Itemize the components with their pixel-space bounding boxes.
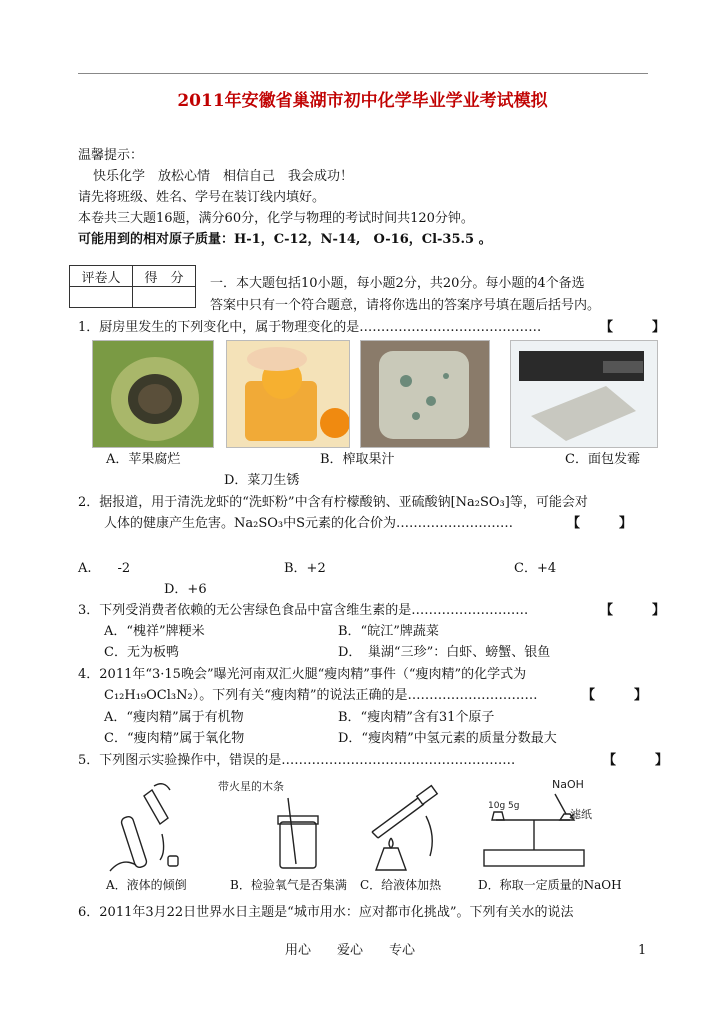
q1-stem: 1．厨房里发生的下列变化中，属于物理变化的是…………………………………… <box>78 320 542 335</box>
q5-option-c[interactable]: C．给液体加热 <box>360 878 442 892</box>
page-title: 2011年安徽省巢湖市初中化学毕业学业考试模拟 <box>177 91 548 111</box>
q4-stem-line1: 4．2011年“3·15晚会”曝光河南双汇火腿“瘦肉精”事件（“瘦肉精”的化学式为 <box>78 667 527 682</box>
atomic-mass-line: 可能用到的相对原子质量：H-1，C-12，N-14, O-16，Cl-35.5 。 <box>78 232 492 247</box>
q1-option-b[interactable]: B．榨取果汁 <box>320 452 395 467</box>
moldy-bread-image <box>360 340 490 448</box>
q2-answer-bracket[interactable]: 【 】 <box>567 516 633 531</box>
score-header: 得 分 <box>133 266 196 287</box>
q5-option-d[interactable]: D．称取一定质量的NaOH <box>478 878 622 892</box>
q5-answer-bracket[interactable]: 【 】 <box>603 753 669 768</box>
q2-stem-line1: 2．据报道，用于清洗龙虾的“洗虾粉”中含有柠檬酸钠、亚硫酸钠[Na₂SO₃]等，可能会对 <box>78 495 588 510</box>
rotten-apple-drawing <box>93 341 213 447</box>
tips-heading: 温馨提示： <box>78 148 144 163</box>
section1-instruction-1: 一．本大题包括10小题，每小题2分，共20分。每小题的4个备选 <box>210 276 585 291</box>
tips-motto: 快乐化学 放松心情 相信自己 我会成功！ <box>93 169 354 184</box>
rotten-apple-image <box>92 340 214 448</box>
q3-option-d[interactable]: D． 巢湖“三珍”：白虾、螃蟹、银鱼 <box>338 645 551 660</box>
q5-stem: 5．下列图示实验操作中，错误的是……………………………………………… <box>78 753 516 768</box>
grader-header: 评卷人 <box>70 266 133 287</box>
splint-label: 带火星的木条 <box>218 780 284 793</box>
heating-liquid-diagram <box>372 786 437 870</box>
q1-option-c[interactable]: C．面包发霉 <box>565 452 640 467</box>
section1-instruction-2: 答案中只有一个符合题意，请将你选出的答案序号填在题后括号内。 <box>210 298 601 313</box>
q2-option-c[interactable]: C．+4 <box>514 561 557 576</box>
tips-exam-info: 本卷共三大题16题，满分60分，化学与物理的考试时间共120分钟。 <box>78 211 474 226</box>
filter-paper-label: 滤纸 <box>570 808 592 821</box>
q3-option-a[interactable]: A．“槐祥”牌粳米 <box>104 624 205 639</box>
q4-option-d[interactable]: D．“瘦肉精”中氢元素的质量分数最大 <box>338 731 557 746</box>
naoh-label: NaOH <box>552 778 584 791</box>
header-rule <box>78 73 648 74</box>
knife-drawing <box>511 341 657 447</box>
q1-option-a[interactable]: A．苹果腐烂 <box>106 452 181 467</box>
grader-cell[interactable] <box>70 287 133 308</box>
q5-option-a[interactable]: A．液体的倾倒 <box>106 878 187 892</box>
weights-label: 10g 5g <box>488 801 520 811</box>
kitchen-knife-image <box>510 340 658 448</box>
q4-option-b[interactable]: B．“瘦肉精”含有31个原子 <box>338 710 495 725</box>
q2-option-a[interactable]: A. -2 <box>78 561 131 576</box>
q4-answer-bracket[interactable]: 【 】 <box>582 688 648 703</box>
q3-stem: 3．下列受消费者依赖的无公害绿色食品中富含维生素的是……………………… <box>78 603 529 618</box>
q2-option-d[interactable]: D．+6 <box>164 582 207 597</box>
q6-stem-line1: 6．2011年3月22日世界水日主题是“城市用水：应对都市化挑战”。下列有关水的说法 <box>78 905 574 920</box>
footer-motto: 用心 爱心 专心 <box>285 943 416 958</box>
q1-answer-bracket[interactable]: 【 】 <box>600 320 666 335</box>
moldy-bread-drawing <box>361 341 489 447</box>
juice-squeezing-image <box>226 340 350 448</box>
q5-option-b[interactable]: B．检验氧气是否集满 <box>230 878 347 892</box>
q3-answer-bracket[interactable]: 【 】 <box>600 603 666 618</box>
juicer-drawing <box>227 341 349 447</box>
q1-option-d[interactable]: D．菜刀生锈 <box>224 473 300 488</box>
q4-stem-line2: C₁₂H₁₉OCl₃N₂）。下列有关“瘦肉精”的说法正确的是………………………… <box>104 688 538 703</box>
tips-instruction: 请先将班级、姓名、学号在装订线内填好。 <box>78 190 326 205</box>
q3-option-b[interactable]: B．“皖江”牌蔬菜 <box>338 624 439 639</box>
grader-table <box>69 265 196 308</box>
q4-option-a[interactable]: A．“瘦肉精”属于有机物 <box>104 710 244 725</box>
pouring-liquid-diagram <box>110 784 178 871</box>
page-number: 1 <box>638 943 647 958</box>
q4-option-c[interactable]: C．“瘦肉精”属于氧化物 <box>104 731 245 746</box>
score-cell[interactable] <box>133 287 196 308</box>
q2-stem-line2: 人体的健康产生危害。Na₂SO₃中S元素的化合价为……………………… <box>104 516 514 531</box>
q2-option-b[interactable]: B．+2 <box>284 561 326 576</box>
oxygen-test-diagram <box>278 798 318 868</box>
q3-option-c[interactable]: C．无为板鸭 <box>104 645 179 660</box>
